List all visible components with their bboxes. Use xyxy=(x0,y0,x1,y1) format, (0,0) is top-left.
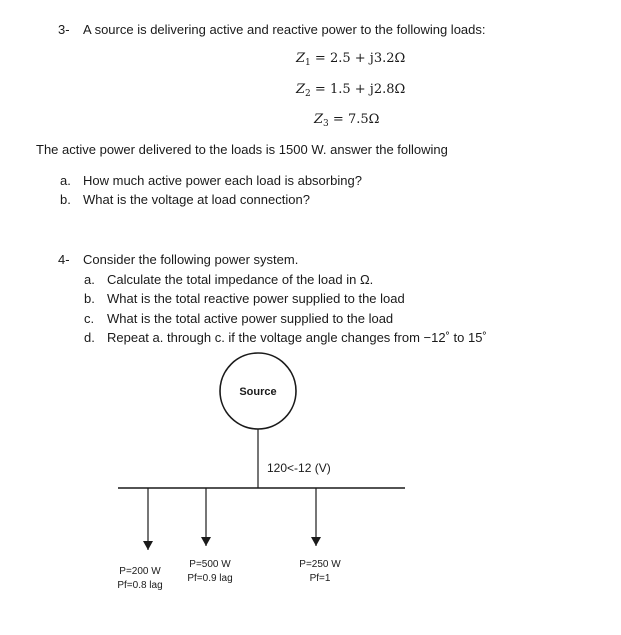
q4-item-a-text: Calculate the total impedance of the load in Ω. xyxy=(107,272,374,287)
q4-prompt: Consider the following power system. xyxy=(83,252,299,267)
z3-equation: $Z_3 = 7.5\Omega$ xyxy=(314,112,380,129)
load-1-power: P=200 W xyxy=(119,566,161,577)
q4-item-b-letter: b. xyxy=(84,291,95,306)
z2-equation: $Z_2 = 1.5 + j2.8\Omega$ xyxy=(296,82,406,99)
load-2-power: P=500 W xyxy=(189,559,231,570)
voltage-label: 120<-12 (V) xyxy=(267,461,331,475)
q3-item-a-letter: a. xyxy=(60,173,71,188)
z1-value: 2.5 + j3.2Ω xyxy=(329,51,406,66)
z3-value: 7.5Ω xyxy=(347,112,380,127)
q4-item-d-text: Repeat a. through c. if the voltage angle changes from −12˚ to 15˚ xyxy=(107,330,487,345)
q3-item-b-text: What is the voltage at load connection? xyxy=(83,192,310,207)
q4-item-c-letter: c. xyxy=(84,311,95,326)
q3-item-b-letter: b. xyxy=(60,192,71,207)
q3-item-a-text: How much active power each load is absorbing? xyxy=(83,173,362,188)
q3-prompt: A source is delivering active and reactive power to the following loads: xyxy=(83,22,486,37)
z2-value: 1.5 + j2.8Ω xyxy=(329,82,406,97)
q4-item-b-text: What is the total reactive power supplied to the load xyxy=(107,291,405,306)
load-2-pf: Pf=0.9 lag xyxy=(187,573,233,584)
q4-item-c-text: What is the total active power supplied to the load xyxy=(107,311,394,326)
q3-number: 3- xyxy=(58,22,70,37)
q4-number: 4- xyxy=(58,252,70,267)
q4-item-a-letter: a. xyxy=(84,272,95,287)
q4-item-d-letter: d. xyxy=(84,330,95,345)
load-3-pf: Pf=1 xyxy=(309,573,331,584)
load-1-pf: Pf=0.8 lag xyxy=(117,580,163,591)
q3-statement: The active power delivered to the loads is 1500 W. answer the following xyxy=(36,142,448,157)
z1-equation: $Z_1 = 2.5 + j3.2\Omega$ xyxy=(296,51,406,68)
source-label: Source xyxy=(239,386,277,398)
load-3-power: P=250 W xyxy=(299,559,341,570)
